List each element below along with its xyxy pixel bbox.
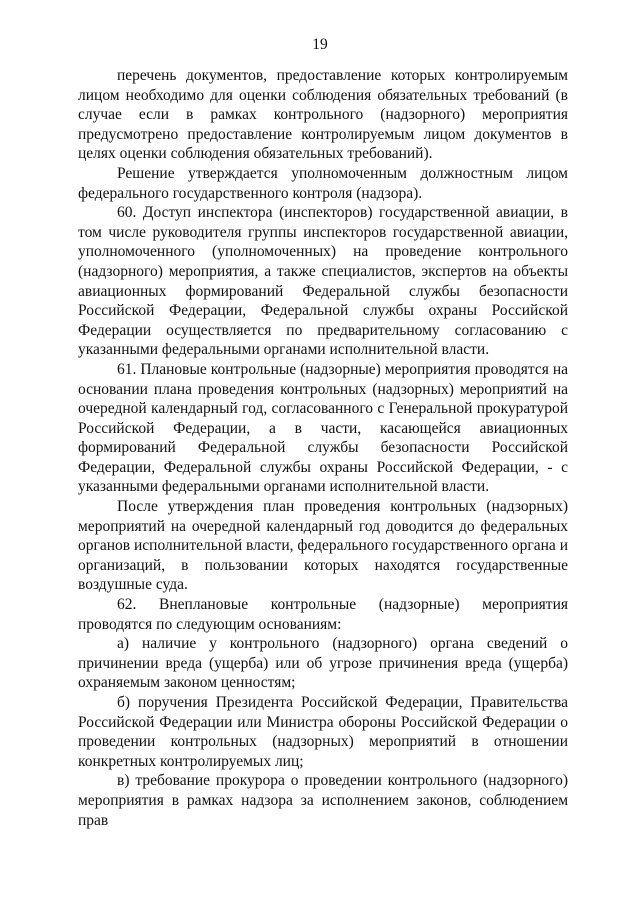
paragraph-decision-approval: Решение утверждается уполномоченным должностным лицом федерального государственного контроля (надзора). — [78, 164, 568, 202]
paragraph-document-list-continuation: перечень документов, предоставление которых контролируемым лицом необходимо для оценки соблюдения обязательных требований (в случае если в рамках контрольного (надзорного) мероприятия предусмотрено предоставление контролируемым лицом документов в целях оценки соблюдения обязательных требований). — [78, 67, 568, 163]
paragraph-item-62b: б) поручения Президента Российской Федерации, Правительства Российской Федерации или Министра обороны Российской Федерации о проведении контрольных (надзорных) мероприятий в отношении конкретных контролируемых лиц; — [78, 694, 568, 770]
paragraph-item-62a: а) наличие у контрольного (надзорного) органа сведений о причинении вреда (ущерба) или об угрозе причинения вреда (ущерба) охраняемым законом ценностям; — [78, 635, 568, 692]
paragraph-plan-distribution: После утверждения план проведения контрольных (надзорных) мероприятий на очередной календарный год доводится до федеральных органов исполнительной власти, федерального государственного органа и организаций, в пользовании которых находятся государственные воздушные суда. — [78, 498, 568, 594]
paragraph-item-60: 60. Доступ инспектора (инспекторов) государственной авиации, в том числе руководителя группы инспекторов государственной авиации, уполномоченного (уполномоченных) на проведение контрольного (надзорного) мероприятия, а также специалистов, экспертов на объекты авиационных формирований Федеральной службы безопасности Российской Федерации, Федеральной службы охраны Российской Федерации осуществляется по предварительному согласованию с указанными федеральными органами исполнительной власти. — [78, 204, 568, 359]
paragraph-item-61: 61. Плановые контрольные (надзорные) мероприятия проводятся на основании плана проведения контрольных (надзорных) мероприятий на очередной календарный год, согласованного с Генеральной прокуратурой Российской Федерации, а в части, касающейся авиационных формирований Федеральной службы безопасности Российской Федерации, Федеральной службы охраны Российской Федерации, - с указанными федеральными органами исполнительной власти. — [78, 360, 568, 496]
paragraph-item-62: 62. Внеплановые контрольные (надзорные) мероприятия проводятся по следующим основаниям: — [78, 596, 568, 633]
page-number: 19 — [312, 36, 328, 53]
document-body — [78, 66, 568, 830]
paragraph-item-62v: в) требование прокурора о проведении контрольного (надзорного) мероприятия в рамках надзора за исполнением законов, соблюдением прав — [78, 772, 568, 829]
